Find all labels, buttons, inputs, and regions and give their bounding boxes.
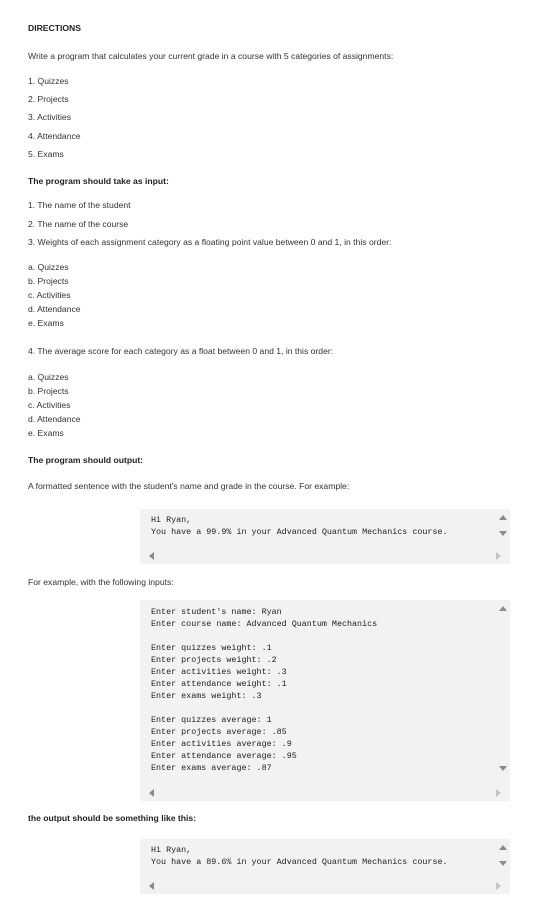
- code-line: Enter exams weight: .3: [151, 691, 262, 701]
- input-item: 2. The name of the course: [28, 219, 129, 229]
- category-item: 5. Exams: [28, 149, 64, 159]
- scroll-up-arrow-icon[interactable]: [499, 606, 507, 611]
- weights-item: d. Attendance: [28, 304, 81, 314]
- code-line: Enter attendance weight: .1: [151, 679, 287, 689]
- averages-item: c. Activities: [28, 400, 71, 410]
- intro-text: Write a program that calculates your current grade in a course with 5 categories of assignments:: [28, 51, 394, 61]
- weights-item: a. Quizzes: [28, 262, 69, 272]
- directions-heading: DIRECTIONS: [28, 23, 81, 33]
- scroll-left-arrow-icon[interactable]: [149, 552, 154, 560]
- scroll-left-arrow-icon[interactable]: [149, 882, 154, 890]
- example-intro: For example, with the following inputs:: [28, 577, 174, 587]
- output-intro: A formatted sentence with the student's name and grade in the course. For example:: [28, 481, 350, 491]
- category-item: 3. Activities: [28, 112, 71, 122]
- category-item: 4. Attendance: [28, 131, 81, 141]
- scroll-right-arrow-icon[interactable]: [496, 882, 501, 890]
- weights-item: b. Projects: [28, 276, 69, 286]
- horizontal-scrollbar[interactable]: [140, 785, 510, 801]
- averages-item: e. Exams: [28, 428, 64, 438]
- scroll-right-arrow-icon[interactable]: [496, 552, 501, 560]
- code-line: Enter exams average: .87: [151, 763, 272, 773]
- averages-intro: 4. The average score for each category as a float between 0 and 1, in this order:: [28, 346, 334, 356]
- code-line: Enter attendance average: .95: [151, 751, 297, 761]
- averages-item: d. Attendance: [28, 414, 81, 424]
- scroll-down-arrow-icon[interactable]: [499, 766, 507, 771]
- weights-item: e. Exams: [28, 318, 64, 328]
- input-item: 1. The name of the student: [28, 200, 131, 210]
- scroll-right-arrow-icon[interactable]: [496, 789, 501, 797]
- code-line: Enter course name: Advanced Quantum Mechanics: [151, 619, 378, 629]
- scroll-left-arrow-icon[interactable]: [149, 789, 154, 797]
- scroll-up-arrow-icon[interactable]: [499, 515, 507, 520]
- input-item: 3. Weights of each assignment category as a floating point value between 0 and 1, in this order:: [28, 237, 392, 247]
- code-block-expected-output: [140, 839, 510, 894]
- code-line: Enter quizzes weight: .1: [151, 643, 272, 653]
- weights-item: c. Activities: [28, 290, 71, 300]
- scroll-up-arrow-icon[interactable]: [499, 845, 507, 850]
- code-line: Enter student's name: Ryan: [151, 607, 282, 617]
- vertical-scrollbar[interactable]: [496, 509, 510, 548]
- horizontal-scrollbar[interactable]: [140, 548, 510, 564]
- code-line: Enter activities average: .9: [151, 739, 292, 749]
- code-line: Hi Ryan,: [151, 845, 192, 855]
- code-block-example-inputs: [140, 600, 510, 801]
- result-heading: the output should be something like this:: [28, 813, 197, 823]
- vertical-scrollbar[interactable]: [496, 600, 510, 782]
- scroll-down-arrow-icon[interactable]: [499, 861, 507, 866]
- category-item: 1. Quizzes: [28, 76, 69, 86]
- code-line: You have a 89.6% in your Advanced Quantum Mechanics course.: [151, 857, 448, 867]
- code-line: Hi Ryan,: [151, 515, 192, 525]
- input-heading: The program should take as input:: [28, 176, 169, 186]
- code-line: Enter projects average: .85: [151, 727, 287, 737]
- averages-item: b. Projects: [28, 386, 69, 396]
- code-line: You have a 99.9% in your Advanced Quantum Mechanics course.: [151, 527, 448, 537]
- output-heading: The program should output:: [28, 455, 144, 465]
- vertical-scrollbar[interactable]: [496, 839, 510, 878]
- category-item: 2. Projects: [28, 94, 69, 104]
- averages-item: a. Quizzes: [28, 372, 69, 382]
- scroll-down-arrow-icon[interactable]: [499, 531, 507, 536]
- horizontal-scrollbar[interactable]: [140, 878, 510, 894]
- code-line: Enter quizzes average: 1: [151, 715, 272, 725]
- code-block-sample-output: [140, 509, 510, 564]
- code-line: Enter projects weight: .2: [151, 655, 277, 665]
- code-line: Enter activities weight: .3: [151, 667, 287, 677]
